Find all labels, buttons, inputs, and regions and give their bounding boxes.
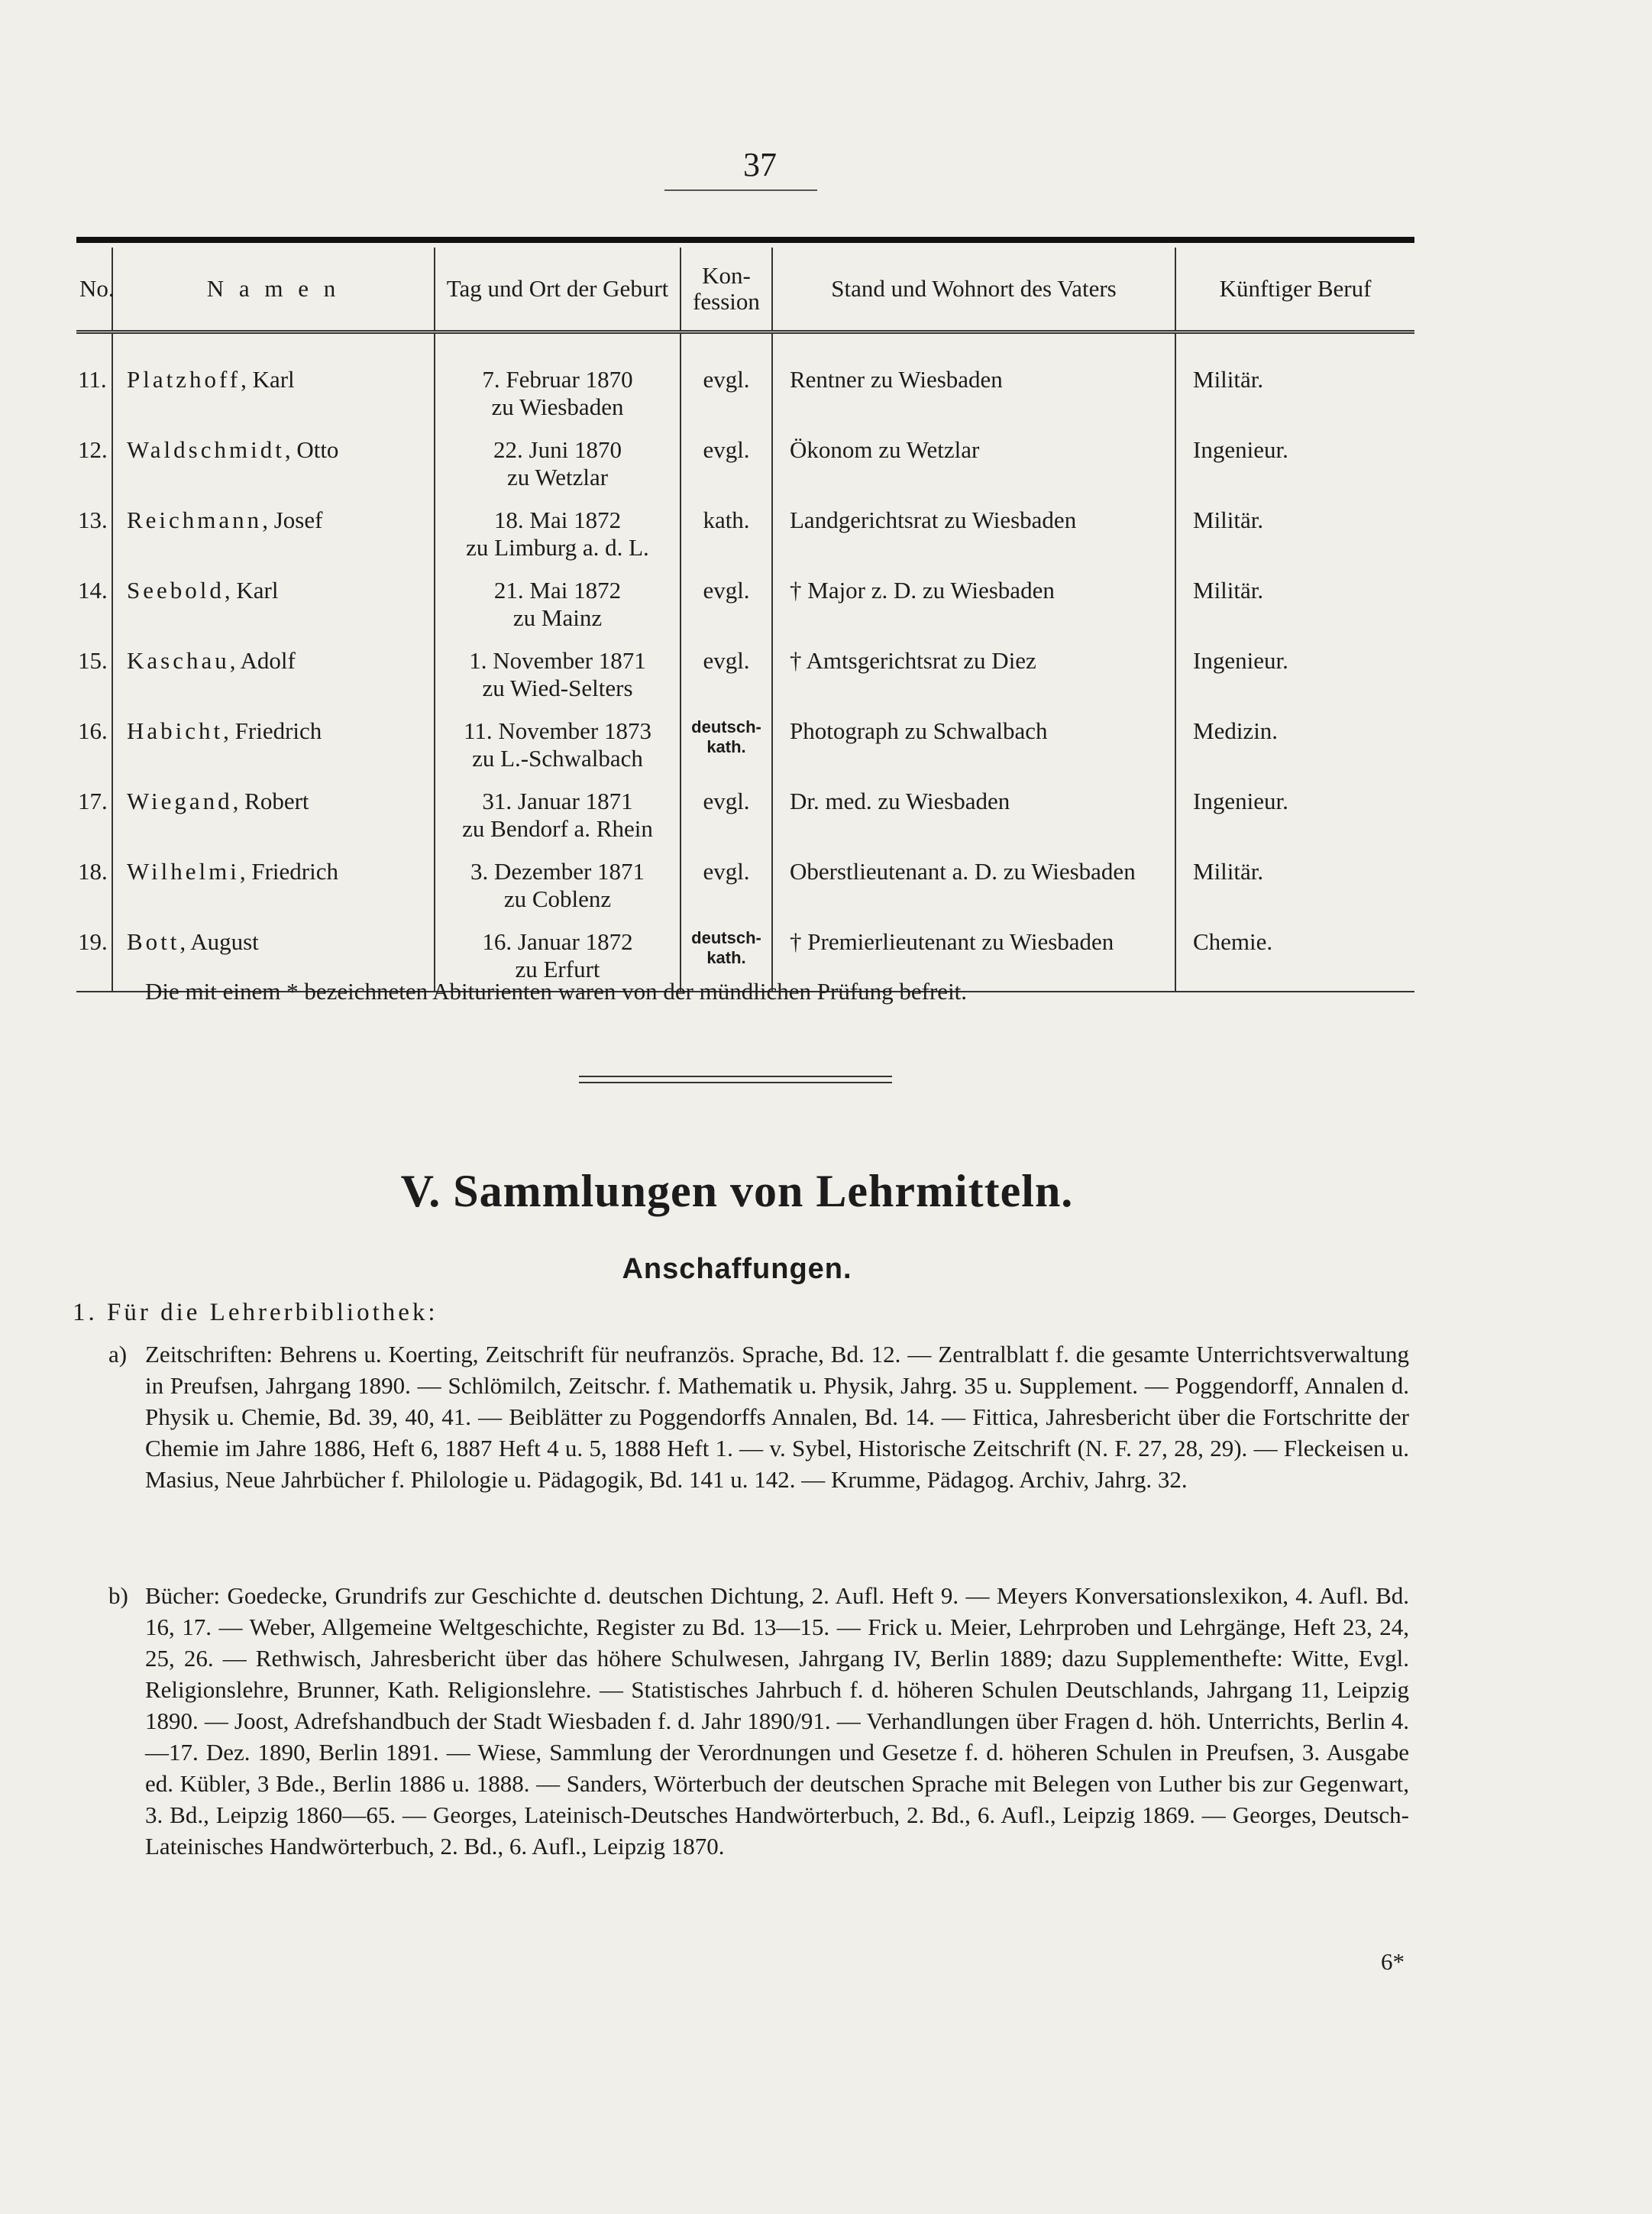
cell-birth	[435, 843, 681, 913]
first-name: , Josef	[262, 507, 323, 533]
cell-career: Ingenieur.	[1193, 788, 1288, 814]
surname: Platzhoff	[127, 366, 241, 393]
cell-career: Ingenieur.	[1193, 647, 1288, 674]
birth-place: zu Wiesbaden	[491, 393, 624, 420]
list-heading: 1. Für die Lehrerbibliothek:	[73, 1299, 438, 1326]
cell-name	[112, 702, 435, 772]
cell-career: Militär.	[1193, 507, 1264, 533]
cell-name	[112, 632, 435, 702]
cell-name	[112, 562, 435, 632]
header-name: N a m e n	[112, 248, 435, 332]
cell-career: Medizin.	[1193, 717, 1279, 744]
cell-career: Chemie.	[1175, 913, 1414, 992]
cell-career: Militär.	[1193, 858, 1264, 885]
cell-no: 12.	[76, 421, 112, 491]
section-title: V. Sammlungen von Lehrmitteln.	[400, 1166, 1074, 1216]
cell-confession: evgl.	[681, 843, 772, 913]
table-row	[76, 772, 1414, 843]
table-row	[76, 702, 1414, 772]
birth-place: zu L.-Schwalbach	[472, 745, 643, 772]
table-top-rule	[76, 237, 1414, 243]
cell-birth	[435, 491, 681, 562]
birth-place: zu Bendorf a. Rhein	[462, 815, 653, 842]
cell-no: 14.	[76, 562, 112, 632]
birth-date: 3. Dezember 1871	[470, 858, 645, 885]
table-row	[76, 332, 1414, 422]
surname: Kaschau	[127, 647, 230, 674]
surname: Habicht	[127, 717, 224, 744]
cell-father: Landgerichtsrat zu Wiesbaden	[772, 491, 1175, 562]
surname: Seebold	[127, 577, 225, 604]
cell-no: 15.	[76, 632, 112, 702]
cell-name	[112, 772, 435, 843]
header-no: No.	[76, 248, 112, 332]
header-birth: Tag und Ort der Geburt	[435, 248, 681, 332]
cell-father: † Major z. D. zu Wiesbaden	[772, 562, 1175, 632]
cell-father: Dr. med. zu Wiesbaden	[772, 772, 1175, 843]
cell-confession: kath.	[681, 491, 772, 562]
table-header-row	[76, 248, 1414, 332]
table-row	[76, 491, 1414, 562]
first-name: , Robert	[232, 788, 309, 814]
cell-confession: evgl.	[681, 421, 772, 491]
sub-title: Anschaffungen.	[622, 1253, 852, 1285]
cell-birth	[435, 702, 681, 772]
birth-date: 22. Juni 1870	[493, 436, 622, 463]
page-number: 37	[743, 146, 777, 183]
table-body	[76, 332, 1414, 992]
first-name: , Karl	[241, 366, 295, 393]
header-career: Künftiger Beruf	[1175, 248, 1414, 332]
cell-no: 19.	[76, 913, 112, 992]
paragraph-b-label: b)	[108, 1582, 128, 1609]
section-divider-top	[579, 1076, 892, 1077]
surname: Wiegand	[127, 788, 233, 814]
cell-father: † Amtsgerichtsrat zu Diez	[772, 632, 1175, 702]
surname: Reichmann	[127, 507, 263, 533]
birth-date: 18. Mai 1872	[493, 507, 622, 533]
cell-birth	[435, 562, 681, 632]
birth-date: 11. November 1873	[464, 717, 651, 744]
birth-date: 21. Mai 1872	[493, 577, 622, 604]
cell-confession: evgl.	[681, 632, 772, 702]
page-number-rule	[664, 189, 817, 191]
cell-confession: evgl.	[681, 772, 772, 843]
graduates-table	[76, 248, 1414, 992]
table-row	[76, 843, 1414, 913]
first-name: , Adolf	[229, 647, 296, 674]
cell-birth	[435, 772, 681, 843]
birth-place: zu Wetzlar	[506, 464, 609, 490]
cell-confession: evgl.	[681, 562, 772, 632]
first-name: , Friedrich	[239, 858, 338, 885]
cell-name	[112, 491, 435, 562]
cell-father: Rentner zu Wiesbaden	[772, 332, 1175, 422]
table-row	[76, 562, 1414, 632]
birth-place: zu Coblenz	[503, 885, 612, 912]
birth-date: 7. Februar 1870	[482, 366, 633, 393]
cell-birth	[435, 332, 681, 422]
cell-name	[112, 332, 435, 422]
birth-date: 31. Januar 1871	[482, 788, 633, 814]
cell-father: Oberstlieutenant a. D. zu Wiesbaden	[772, 843, 1175, 913]
cell-birth	[435, 632, 681, 702]
cell-father: Ökonom zu Wetzlar	[772, 421, 1175, 491]
birth-place: zu Limburg a. d. L.	[466, 534, 649, 561]
cell-confession: deutsch-kath.	[681, 913, 772, 992]
cell-birth	[435, 421, 681, 491]
birth-place: zu Wied-Selters	[482, 675, 633, 701]
paragraph-a-text: Zeitschriften: Behrens u. Koerting, Zeitschrift für neufranzös. Sprache, Bd. 12. — Zentralblatt f. die gesamte Unterrichtsverwaltung in Preufsen, Jahrgang 1890. — Schlömilch, Zeitschr. f. Mathematik u. Physik, Jahrg. 35 u. Supplement. — Poggendorff, Annalen d. Physik u. Chemie, Bd. 39, 40, 41. — Beiblätter zu Poggendorffs Annalen, Bd. 14. — Fittica, Jahresbericht über die Fortschritte der Chemie im Jahre 1886, Heft 6, 1887 Heft 4 u. 5, 1888 Heft 1. — v. Sybel, Historische Zeitschrift (N. F. 27, 28, 29). — Fleckeisen u. Masius, Neue Jahrbücher f. Philologie u. Pädagogik, Bd. 141 u. 142. — Krumme, Pädagog. Archiv, Jahrg. 32.	[145, 1341, 1409, 1493]
cell-career: Militär.	[1193, 366, 1264, 393]
table-row	[76, 421, 1414, 491]
cell-career: Ingenieur.	[1193, 436, 1288, 463]
first-name: , Friedrich	[223, 717, 322, 744]
cell-no: 18.	[76, 843, 112, 913]
surname: Wilhelmi	[127, 858, 240, 885]
cell-name	[112, 843, 435, 913]
cell-name	[112, 421, 435, 491]
paragraph-b	[108, 1580, 1409, 1862]
surname: Bott	[127, 928, 180, 955]
birth-date: 1. November 1871	[469, 647, 646, 674]
first-name: , Karl	[224, 577, 279, 604]
first-name: , Otto	[284, 436, 339, 463]
signature-mark: 6*	[1381, 1948, 1405, 1975]
cell-no: 13.	[76, 491, 112, 562]
paragraph-b-text: Bücher: Goedecke, Grundrifs zur Geschichte d. deutschen Dichtung, 2. Aufl. Heft 9. — Meyers Konversationslexikon, 4. Aufl. Bd. 16, 17. — Weber, Allgemeine Weltgeschichte, Register zu Bd. 13—15. — Frick u. Meier, Lehrproben und Lehrgänge, Heft 23, 24, 25, 26. — Rethwisch, Jahresbericht über das höhere Schulwesen, Jahrgang IV, Berlin 1889; dazu Supplementhefte: Witte, Evgl. Religionslehre, Brunner, Kath. Religionslehre. — Statistisches Jahrbuch f. d. höheren Schulen Deutschlands, Jahrgang 11, Leipzig 1890. — Joost, Adrefshandbuch der Stadt Wiesbaden f. d. Jahr 1890/91. — Verhandlungen über Fragen d. höh. Unterrichts, Berlin 4.—17. Dez. 1890, Berlin 1891. — Wiese, Sammlung der Verordnungen und Gesetze f. d. höheren Schulen in Preufsen, 3. Ausgabe ed. Kübler, 3 Bde., Berlin 1886 u. 1888. — Sanders, Wörterbuch der deutschen Sprache mit Belegen von Luther bis zur Gegenwart, 3. Bd., Leipzig 1860—65. — Georges, Lateinisch-Deutsches Handwörterbuch, 2. Bd., 6. Aufl., Leipzig 1869. — Georges, Deutsch-Lateinisches Handwörterbuch, 2. Bd., 6. Aufl., Leipzig 1870.	[145, 1582, 1409, 1860]
header-confession: Kon-fession	[681, 248, 772, 332]
cell-no: 16.	[76, 702, 112, 772]
birth-place: zu Erfurt	[515, 956, 600, 982]
header-father: Stand und Wohnort des Vaters	[772, 248, 1175, 332]
paragraph-a-label: a)	[108, 1341, 128, 1368]
cell-father: Photograph zu Schwalbach	[772, 702, 1175, 772]
cell-father: † Premierlieutenant zu Wiesbaden	[772, 913, 1175, 992]
table-row	[76, 632, 1414, 702]
cell-no: 11.	[76, 332, 112, 422]
birth-date: 16. Januar 1872	[482, 928, 633, 955]
first-name: , August	[179, 928, 259, 955]
cell-confession: evgl.	[681, 332, 772, 422]
paragraph-a	[108, 1338, 1409, 1495]
graduates-table-container	[76, 237, 1414, 992]
surname: Waldschmidt	[127, 436, 285, 463]
birth-place: zu Mainz	[512, 604, 603, 631]
footnote: Die mit einem * bezeichneten Abiturienten waren von der mündlichen Prüfung befreit.	[145, 978, 968, 1005]
cell-career: Militär.	[1193, 577, 1264, 604]
section-divider-bottom	[579, 1082, 892, 1083]
cell-no: 17.	[76, 772, 112, 843]
cell-confession: deutsch-kath.	[681, 702, 772, 772]
